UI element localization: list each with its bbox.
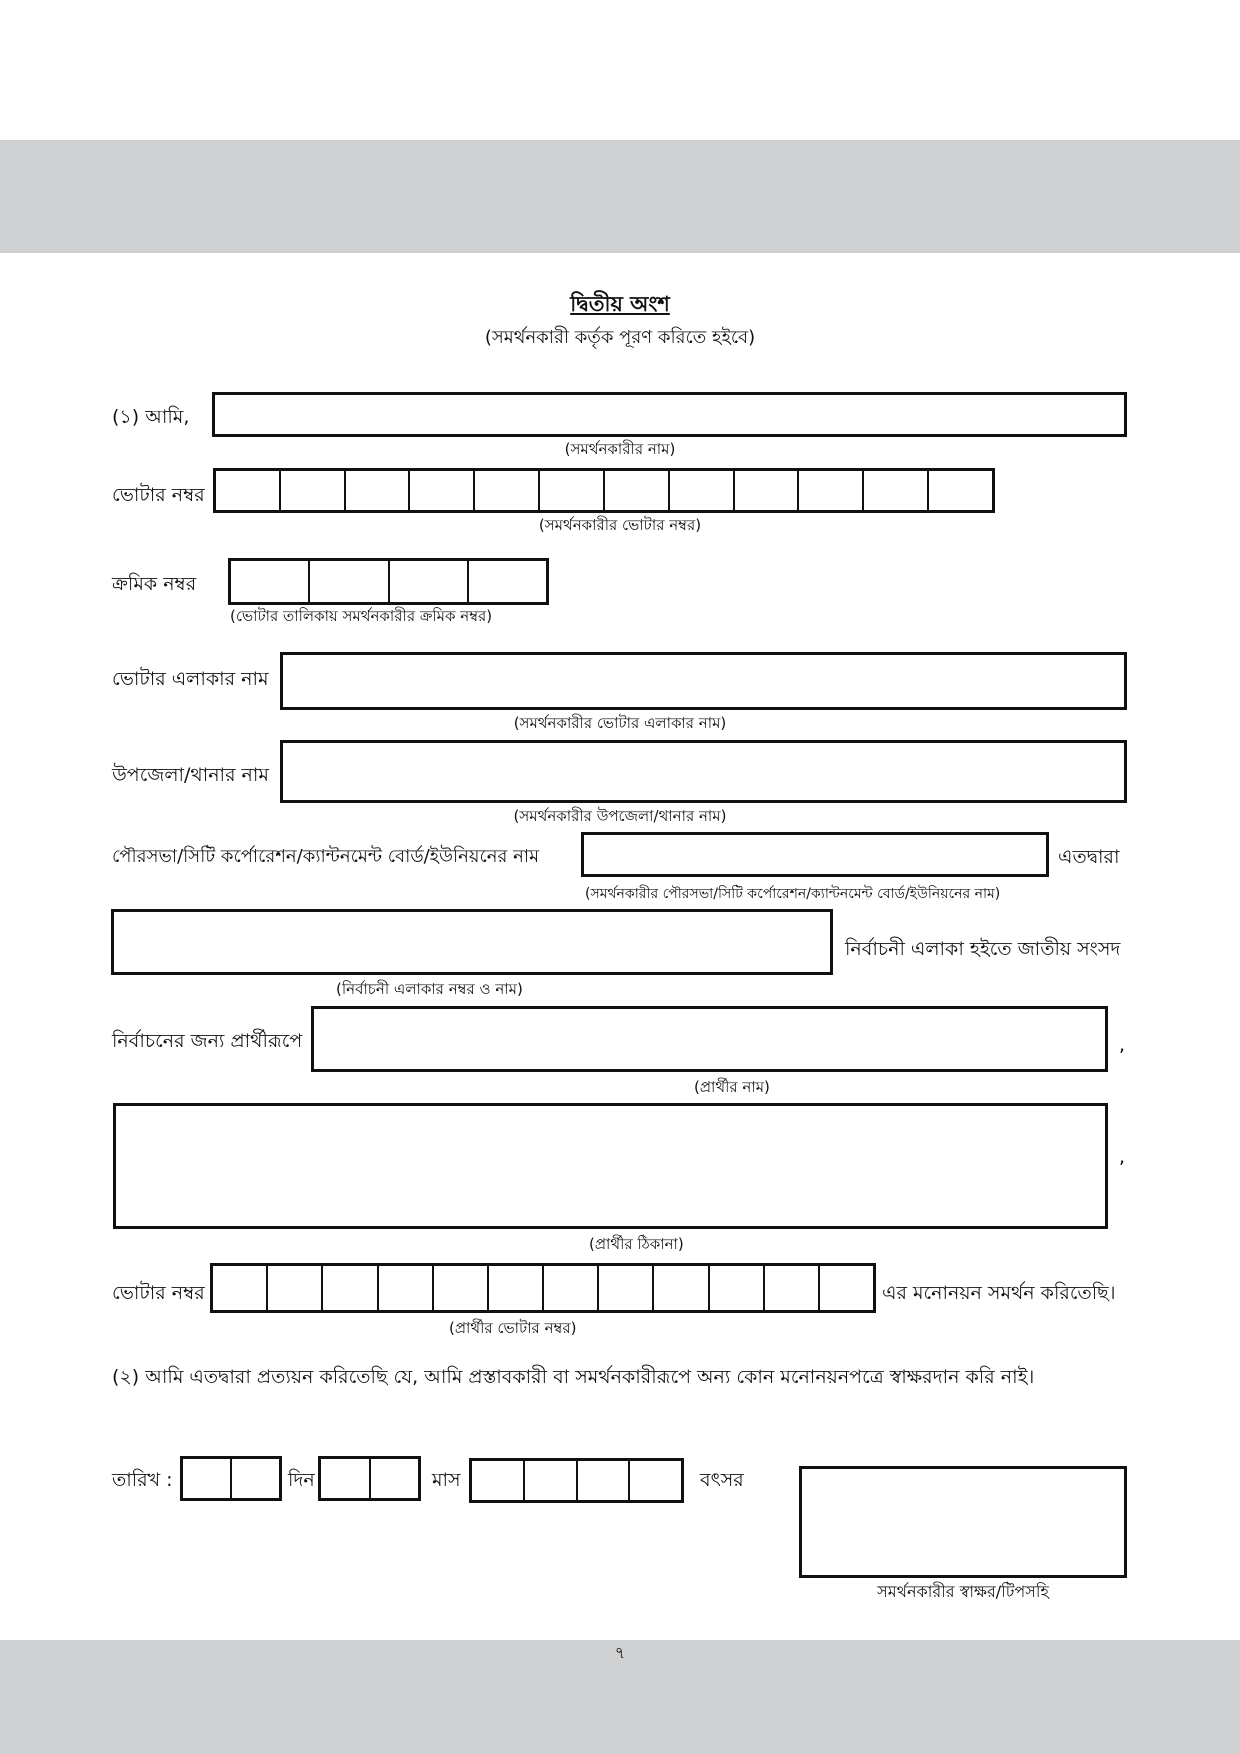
candidate-voter-suffix: এর মনোনয়ন সমর্থন করিতেছি। [882, 1282, 1116, 1304]
digit-box[interactable] [929, 471, 992, 510]
voter-number-boxes[interactable] [213, 468, 995, 513]
digit-box[interactable] [231, 561, 310, 602]
serial-number-caption: (ভোটার তালিকায় সমর্থনকারীর ক্রমিক নম্বর) [230, 607, 493, 625]
digit-box[interactable] [216, 471, 281, 510]
pourashava-suffix: এতদ্বারা [1058, 846, 1120, 868]
digit-box[interactable] [268, 1266, 323, 1310]
date-label: তারিখ : [112, 1469, 173, 1491]
candidate-voter-label: ভোটার নম্বর [112, 1282, 205, 1304]
digit-box[interactable] [410, 471, 475, 510]
pourashava-field[interactable] [581, 832, 1049, 877]
day-boxes[interactable] [180, 1456, 282, 1501]
candidate-voter-boxes[interactable] [210, 1263, 876, 1313]
digit-box[interactable] [434, 1266, 489, 1310]
upazila-caption: (সমর্থনকারীর উপজেলা/থানার নাম) [513, 807, 727, 825]
signature-caption: সমর্থনকারীর স্বাক্ষর/টিপসহি [877, 1582, 1049, 1601]
voter-number-caption: (সমর্থনকারীর ভোটার নম্বর) [538, 516, 702, 534]
comma-1: , [1119, 1034, 1126, 1056]
constituency-suffix: নির্বাচনী এলাকা হইতে জাতীয় সংসদ [845, 938, 1121, 960]
digit-box[interactable] [469, 561, 546, 602]
digit-box[interactable] [630, 1461, 681, 1500]
constituency-caption: (নির্বাচনী এলাকার নম্বর ও নাম) [336, 980, 523, 998]
digit-box[interactable] [213, 1266, 268, 1310]
candidate-voter-caption: (প্রার্থীর ভোটার নম্বর) [449, 1319, 577, 1337]
digit-box[interactable] [605, 471, 670, 510]
digit-box[interactable] [765, 1266, 820, 1310]
pourashava-label: পৌরসভা/সিটি কর্পোরেশন/ক্যান্টনমেন্ট বোর্ড/ইউনিয়নের নাম [112, 846, 540, 867]
digit-box[interactable] [670, 471, 735, 510]
serial-number-label: ক্রমিক নম্বর [112, 573, 197, 595]
header-band [0, 140, 1240, 253]
month-label: মাস [432, 1469, 461, 1491]
voter-area-field[interactable] [280, 652, 1127, 710]
year-label: বৎসর [700, 1469, 744, 1491]
digit-box[interactable] [799, 471, 864, 510]
digit-box[interactable] [599, 1266, 654, 1310]
digit-box[interactable] [183, 1459, 232, 1498]
digit-box[interactable] [489, 1266, 544, 1310]
candidate-name-caption: (প্রার্থীর নাম) [694, 1078, 770, 1096]
supporter-name-field[interactable] [212, 392, 1127, 437]
digit-box[interactable] [346, 471, 411, 510]
digit-box[interactable] [654, 1266, 709, 1310]
voter-area-caption: (সমর্থনকারীর ভোটার এলাকার নাম) [513, 714, 727, 732]
digit-box[interactable] [540, 471, 605, 510]
digit-box[interactable] [710, 1266, 765, 1310]
digit-box[interactable] [323, 1266, 378, 1310]
digit-box[interactable] [390, 561, 469, 602]
section-subheading: (সমর্থনকারী কর্তৃক পূরণ করিতে হইবে) [484, 327, 756, 348]
item1-label: (১) আমি, [112, 406, 190, 428]
digit-box[interactable] [371, 1459, 419, 1498]
comma-2: , [1119, 1146, 1126, 1168]
upazila-label: উপজেলা/থানার নাম [112, 764, 269, 786]
digit-box[interactable] [578, 1461, 631, 1500]
voter-number-label: ভোটার নম্বর [112, 484, 205, 506]
signature-box[interactable] [799, 1466, 1127, 1578]
digit-box[interactable] [544, 1266, 599, 1310]
digit-box[interactable] [281, 471, 346, 510]
digit-box[interactable] [864, 471, 929, 510]
item2-text: (২) আমি এতদ্বারা প্রত্যয়ন করিতেছি যে, আমি প্রস্তাবকারী বা সমর্থনকারীরূপে অন্য কোন মনোনয়নপত্রে স্বাক্ষরদান করি নাই। [112, 1366, 1035, 1388]
candidate-label: নির্বাচনের জন্য প্রার্থীরূপে [112, 1030, 303, 1052]
month-boxes[interactable] [318, 1456, 421, 1501]
digit-box[interactable] [379, 1266, 434, 1310]
digit-box[interactable] [735, 471, 800, 510]
digit-box[interactable] [472, 1461, 525, 1500]
year-boxes[interactable] [469, 1458, 684, 1503]
voter-area-label: ভোটার এলাকার নাম [112, 668, 269, 690]
candidate-address-caption: (প্রার্থীর ঠিকানা) [589, 1235, 684, 1253]
digit-box[interactable] [310, 561, 389, 602]
day-label: দিন [288, 1469, 315, 1491]
section-heading: দ্বিতীয় অংশ [570, 292, 670, 316]
supporter-name-caption: (সমর্থনকারীর নাম) [564, 440, 676, 458]
serial-number-boxes[interactable] [228, 558, 549, 605]
page-number: ৭ [614, 1643, 626, 1662]
digit-box[interactable] [321, 1459, 371, 1498]
constituency-field[interactable] [111, 909, 833, 975]
upazila-field[interactable] [280, 740, 1127, 803]
digit-box[interactable] [475, 471, 540, 510]
candidate-name-field[interactable] [311, 1006, 1108, 1072]
digit-box[interactable] [525, 1461, 578, 1500]
pourashava-caption: (সমর্থনকারীর পৌরসভা/সিটি কর্পোরেশন/ক্যান্টনমেন্ট বোর্ড/ইউনিয়নের নাম) [585, 886, 1001, 902]
digit-box[interactable] [232, 1459, 279, 1498]
candidate-address-field[interactable] [113, 1103, 1108, 1229]
digit-box[interactable] [820, 1266, 873, 1310]
